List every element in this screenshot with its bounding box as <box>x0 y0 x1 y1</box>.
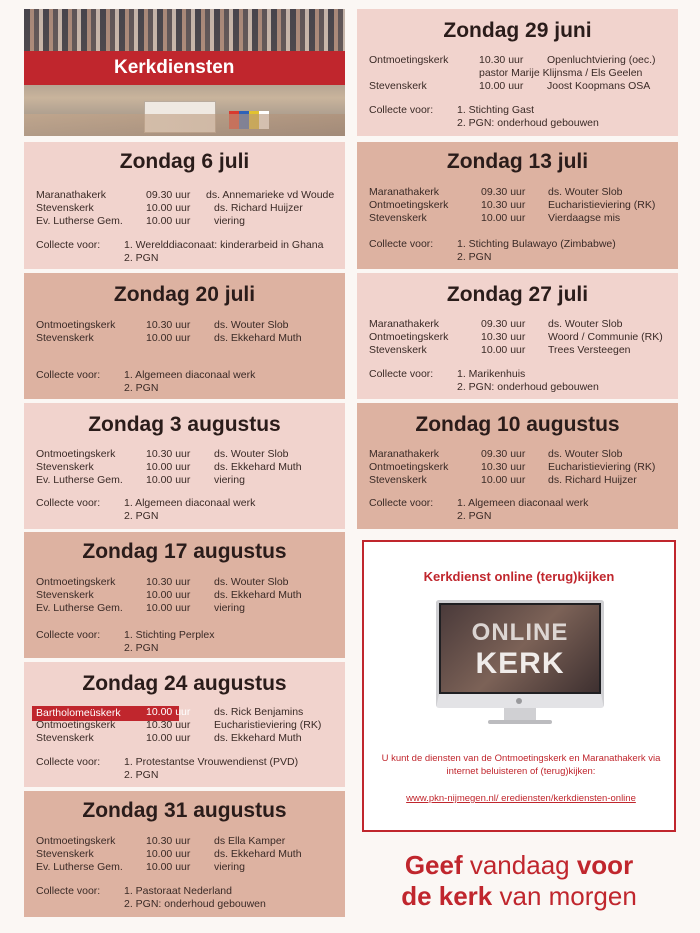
service-time: 10.00 uur <box>146 602 191 614</box>
service-leader: viering <box>214 602 245 614</box>
collecte-item: 2. PGN <box>124 642 159 654</box>
service-leader: ds. Wouter Slob <box>214 319 289 331</box>
church-name: Ontmoetingskerk <box>36 835 116 847</box>
service-leader: ds. Annemarieke vd Woude <box>206 189 335 201</box>
online-church-box <box>362 540 676 832</box>
service-card-31-augustus <box>24 791 345 917</box>
congregation-photo <box>24 9 345 51</box>
online-link[interactable]: www.pkn-nijmegen.nl/ erediensten/kerkdiensten-online <box>406 793 636 804</box>
church-name: Ev. Lutherse Gem. <box>36 215 123 227</box>
slogan-word: van morgen <box>492 881 637 911</box>
church-name: Stevenskerk <box>36 202 94 214</box>
collecte-item: 2. PGN <box>124 252 159 264</box>
service-leader: viering <box>214 215 245 227</box>
church-name: Stevenskerk <box>369 474 427 486</box>
service-leader: viering <box>214 861 245 873</box>
service-leader: Eucharistieviering (RK) <box>214 719 322 731</box>
monitor-screen <box>441 605 599 692</box>
service-leader: Eucharistieviering (RK) <box>548 199 656 211</box>
service-leader: ds. Ekkehard Muth <box>214 732 302 744</box>
church-name: Stevenskerk <box>36 461 94 473</box>
service-leader: Eucharistieviering (RK) <box>548 461 656 473</box>
church-name: Stevenskerk <box>369 212 427 224</box>
service-time: 10.30 uur <box>146 319 191 331</box>
service-time: 09.30 uur <box>146 189 191 201</box>
church-name: Ev. Lutherse Gem. <box>36 861 123 873</box>
service-time: 10.30 uur <box>481 461 526 473</box>
service-leader: Woord / Communie (RK) <box>548 331 663 343</box>
service-time: 09.30 uur <box>481 448 526 460</box>
service-card-6-juli <box>24 142 345 269</box>
service-time: 10.30 uur <box>146 835 191 847</box>
service-time: 10.30 uur <box>146 576 191 588</box>
church-name: Stevenskerk <box>36 589 94 601</box>
service-leader: ds. Rick Benjamins <box>214 706 304 718</box>
header-image <box>24 9 345 136</box>
collecte-item: 1. Algemeen diaconaal werk <box>457 497 589 509</box>
collecte-item: 1. Stichting Perplex <box>124 629 215 641</box>
church-name: Ontmoetingskerk <box>369 331 449 343</box>
service-leader: pastor Marije Klijnsma / Els Geelen <box>479 67 643 79</box>
service-time: 10.00 uur <box>146 461 191 473</box>
collecte-item: 2. PGN <box>124 769 159 781</box>
service-time: 10.30 uur <box>479 54 524 66</box>
collecte-item: 2. PGN <box>124 382 159 394</box>
service-leader: viering <box>214 474 245 486</box>
church-name: Stevenskerk <box>369 80 427 92</box>
slogan-word: voor <box>576 850 634 880</box>
service-date: Zondag 31 augustus <box>82 799 287 822</box>
collecte-label: Collecte voor: <box>36 885 101 897</box>
church-name: Ontmoetingskerk <box>369 54 449 66</box>
service-time: 10.00 uur <box>481 212 526 224</box>
slogan-word: Geef <box>404 850 463 880</box>
service-time: 10.00 uur <box>146 474 191 486</box>
church-name: Ev. Lutherse Gem. <box>36 474 123 486</box>
church-name: Stevenskerk <box>369 344 427 356</box>
apple-logo-icon <box>516 698 522 704</box>
collecte-item: 2. PGN: onderhoud gebouwen <box>457 381 599 393</box>
service-time: 10.30 uur <box>146 448 191 460</box>
service-leader: ds. Richard Huijzer <box>214 202 303 214</box>
service-time: 10.30 uur <box>481 199 526 211</box>
service-date: Zondag 10 augustus <box>415 413 620 436</box>
collecte-item: 1. Algemeen diaconaal werk <box>124 369 256 381</box>
collecte-item: 1. Protestantse Vrouwendienst (PVD) <box>124 756 299 768</box>
online-title: Kerkdienst online (terug)kijken <box>423 569 615 584</box>
service-leader: ds. Wouter Slob <box>214 576 289 588</box>
collecte-item: 2. PGN <box>457 510 492 522</box>
service-leader: ds. Ekkehard Muth <box>214 848 302 860</box>
service-time: 10.00 uur <box>479 80 524 92</box>
church-name-highlighted: Bartholomeüskerk <box>32 706 179 721</box>
church-name: Ontmoetingskerk <box>369 199 449 211</box>
church-name: Ontmoetingskerk <box>36 448 116 460</box>
service-time: 10.00 uur <box>481 344 526 356</box>
service-date: Zondag 6 juli <box>119 150 250 173</box>
collecte-item: 1. Stichting Gast <box>457 104 535 116</box>
service-date: Zondag 13 juli <box>446 150 589 173</box>
service-date: Zondag 17 augustus <box>82 540 287 563</box>
service-date: Zondag 29 juni <box>443 19 592 42</box>
service-leader: Trees Versteegen <box>548 344 631 356</box>
collecte-label: Collecte voor: <box>36 497 101 509</box>
slogan-word: de kerk <box>401 881 493 911</box>
service-leader: ds. Wouter Slob <box>214 448 289 460</box>
service-leader: ds. Ekkehard Muth <box>214 589 302 601</box>
service-leader: Openluchtviering (oec.) <box>547 54 656 66</box>
church-name: Ontmoetingskerk <box>36 319 116 331</box>
church-name: Maranathakerk <box>369 186 440 198</box>
collecte-label: Collecte voor: <box>369 104 434 116</box>
monitor-icon <box>436 600 604 708</box>
collecte-label: Collecte voor: <box>36 239 101 251</box>
collecte-label: Collecte voor: <box>36 629 101 641</box>
service-time: 10.30 uur <box>146 719 191 731</box>
church-name: Maranathakerk <box>369 318 440 330</box>
service-leader: ds. Wouter Slob <box>548 186 623 198</box>
collecte-item: 1. Werelddiaconaat: kinderarbeid in Ghana <box>124 239 324 251</box>
church-name: Ontmoetingskerk <box>36 719 116 731</box>
service-time: 10.00 uur <box>146 202 191 214</box>
service-leader: ds Ella Kamper <box>214 835 286 847</box>
collecte-label: Collecte voor: <box>369 238 434 250</box>
page-title: Kerkdiensten <box>24 51 345 85</box>
slogan <box>362 850 676 912</box>
collecte-item: 1. Algemeen diaconaal werk <box>124 497 256 509</box>
service-time: 10.00 uur <box>146 848 191 860</box>
service-date: Zondag 27 juli <box>446 283 589 306</box>
service-leader: ds. Wouter Slob <box>548 448 623 460</box>
church-name: Ontmoetingskerk <box>369 461 449 473</box>
service-time: 10.00 uur <box>146 332 191 344</box>
floor-shape <box>24 114 345 136</box>
service-leader: ds. Ekkehard Muth <box>214 461 302 473</box>
screen-text-online: ONLINE <box>471 619 569 646</box>
service-card-20-juli <box>24 273 345 399</box>
service-date: Zondag 24 augustus <box>82 672 287 695</box>
service-leader: ds. Wouter Slob <box>548 318 623 330</box>
collecte-label: Collecte voor: <box>369 497 434 509</box>
collecte-item: 1. Marikenhuis <box>457 368 526 380</box>
collecte-label: Collecte voor: <box>369 368 434 380</box>
service-time: 10.00 uur <box>146 732 191 744</box>
service-card-13-juli <box>357 142 678 269</box>
church-name: Maranathakerk <box>369 448 440 460</box>
service-time: 09.30 uur <box>481 318 526 330</box>
service-time: 09.30 uur <box>481 186 526 198</box>
church-name: Ev. Lutherse Gem. <box>36 602 123 614</box>
monitor-base <box>488 720 552 724</box>
collecte-item: 1. Pastoraat Nederland <box>124 885 232 897</box>
service-time: 10.30 uur <box>481 331 526 343</box>
service-leader: Vierdaagse mis <box>548 212 621 224</box>
collecte-item: 2. PGN <box>124 510 159 522</box>
church-name: Stevenskerk <box>36 732 94 744</box>
collecte-item: 2. PGN <box>457 251 492 263</box>
service-leader: ds. Richard Huijzer <box>548 474 637 486</box>
service-card-10-augustus <box>357 403 678 529</box>
service-time: 10.00 uur <box>146 861 191 873</box>
service-card-24-augustus <box>24 662 345 787</box>
church-name: Stevenskerk <box>36 848 94 860</box>
church-name: Maranathakerk <box>36 189 107 201</box>
service-time: 10.00 uur <box>146 215 191 227</box>
church-name: Ontmoetingskerk <box>36 576 116 588</box>
collecte-label: Collecte voor: <box>36 369 101 381</box>
collecte-label: Collecte voor: <box>36 756 101 768</box>
collecte-item: 1. Stichting Bulawayo (Zimbabwe) <box>457 238 616 250</box>
service-time: 10.00 uur <box>481 474 526 486</box>
collecte-item: 2. PGN: onderhoud gebouwen <box>124 898 266 910</box>
online-description: U kunt de diensten van de Ontmoetingskerk en Maranathakerk via internet beluisteren of (terug)kijken: <box>381 753 661 777</box>
service-card-3-augustus <box>24 403 345 529</box>
service-date: Zondag 20 juli <box>113 283 256 306</box>
service-card-29-juni <box>357 9 678 136</box>
service-leader: ds. Ekkehard Muth <box>214 332 302 344</box>
service-time: 10.00 uur <box>146 706 191 718</box>
service-leader: Joost Koopmans OSA <box>547 80 651 92</box>
service-card-27-juli <box>357 273 678 399</box>
service-date: Zondag 3 augustus <box>88 413 281 436</box>
slogan-word: vandaag <box>462 850 577 880</box>
service-card-17-augustus <box>24 532 345 658</box>
screen-text-kerk: KERK <box>475 647 565 680</box>
service-time: 10.00 uur <box>146 589 191 601</box>
church-name: Stevenskerk <box>36 332 94 344</box>
collecte-item: 2. PGN: onderhoud gebouwen <box>457 117 599 129</box>
